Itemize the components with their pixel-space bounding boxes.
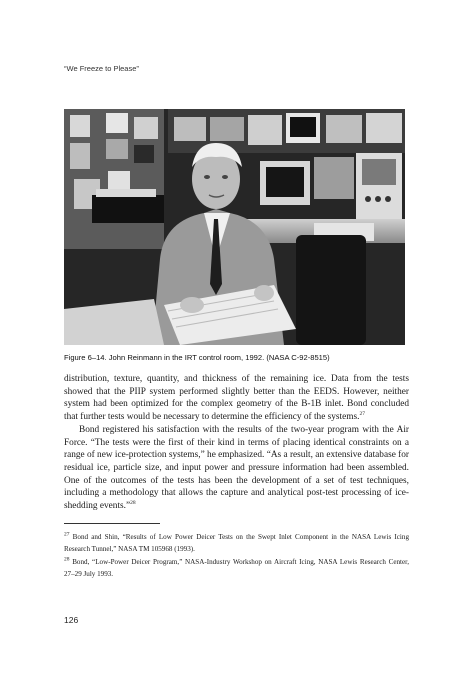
footnote-text: Bond, “Low-Power Deicer Program,” NASA-Industry Workshop on Aircraft Icing, NASA Lewis Research Center, 27–29 July 1993.: [64, 558, 409, 578]
figure-caption: Figure 6–14. John Reinmann in the IRT control room, 1992. (NASA C-92-8515): [64, 353, 330, 362]
footnote-text: Bond and Shin, “Results of Low Power Deicer Tests on the Swept Inlet Component in the NASA Lewis Icing Research Tunnel,” NASA TM 105968 (1993).: [64, 533, 409, 553]
paragraph-1: [64, 373, 409, 424]
body-text: [64, 373, 409, 513]
footnote-number: 28: [64, 556, 70, 563]
paragraph-2-text: Bond registered his satisfaction with the results of the two-year program with the Air Force. “The tests were the first of their kind in terms of placing identical constraints on a range of new ice-protection systems,” he emphasized. “As a result, an extensive database for residual ice, particle size, and input power and pressure information had been assembled. One of the outcomes of the tests has been the development of a set of test techniques, including a methodology that allows the capture and analytical post-test processing of ice-shedding events.”: [64, 424, 409, 512]
page-number: 126: [64, 615, 79, 625]
running-head: “We Freeze to Please”: [64, 64, 139, 73]
control-room-photo: [64, 109, 405, 345]
footnote-rule: [64, 523, 160, 524]
footnote-number: 27: [64, 531, 70, 538]
footnote-ref-27: 27: [359, 411, 365, 418]
footnotes: [64, 531, 409, 581]
footnote-ref-28: 28: [130, 499, 136, 506]
paragraph-2: [64, 424, 409, 513]
paragraph-1-text: distribution, texture, quantity, and thickness of the remaining ice. Data from the tests showed that the PIIP system performed slightly better than the EEDS. However, neither system had been optimized for the complex geometry of the B-1B inlet. Bond concluded that further tests would be necessary to determine the efficiency of the systems.: [64, 374, 409, 423]
footnote-27: [64, 531, 409, 555]
figure-photo: [64, 109, 405, 345]
footnote-28: [64, 556, 409, 580]
